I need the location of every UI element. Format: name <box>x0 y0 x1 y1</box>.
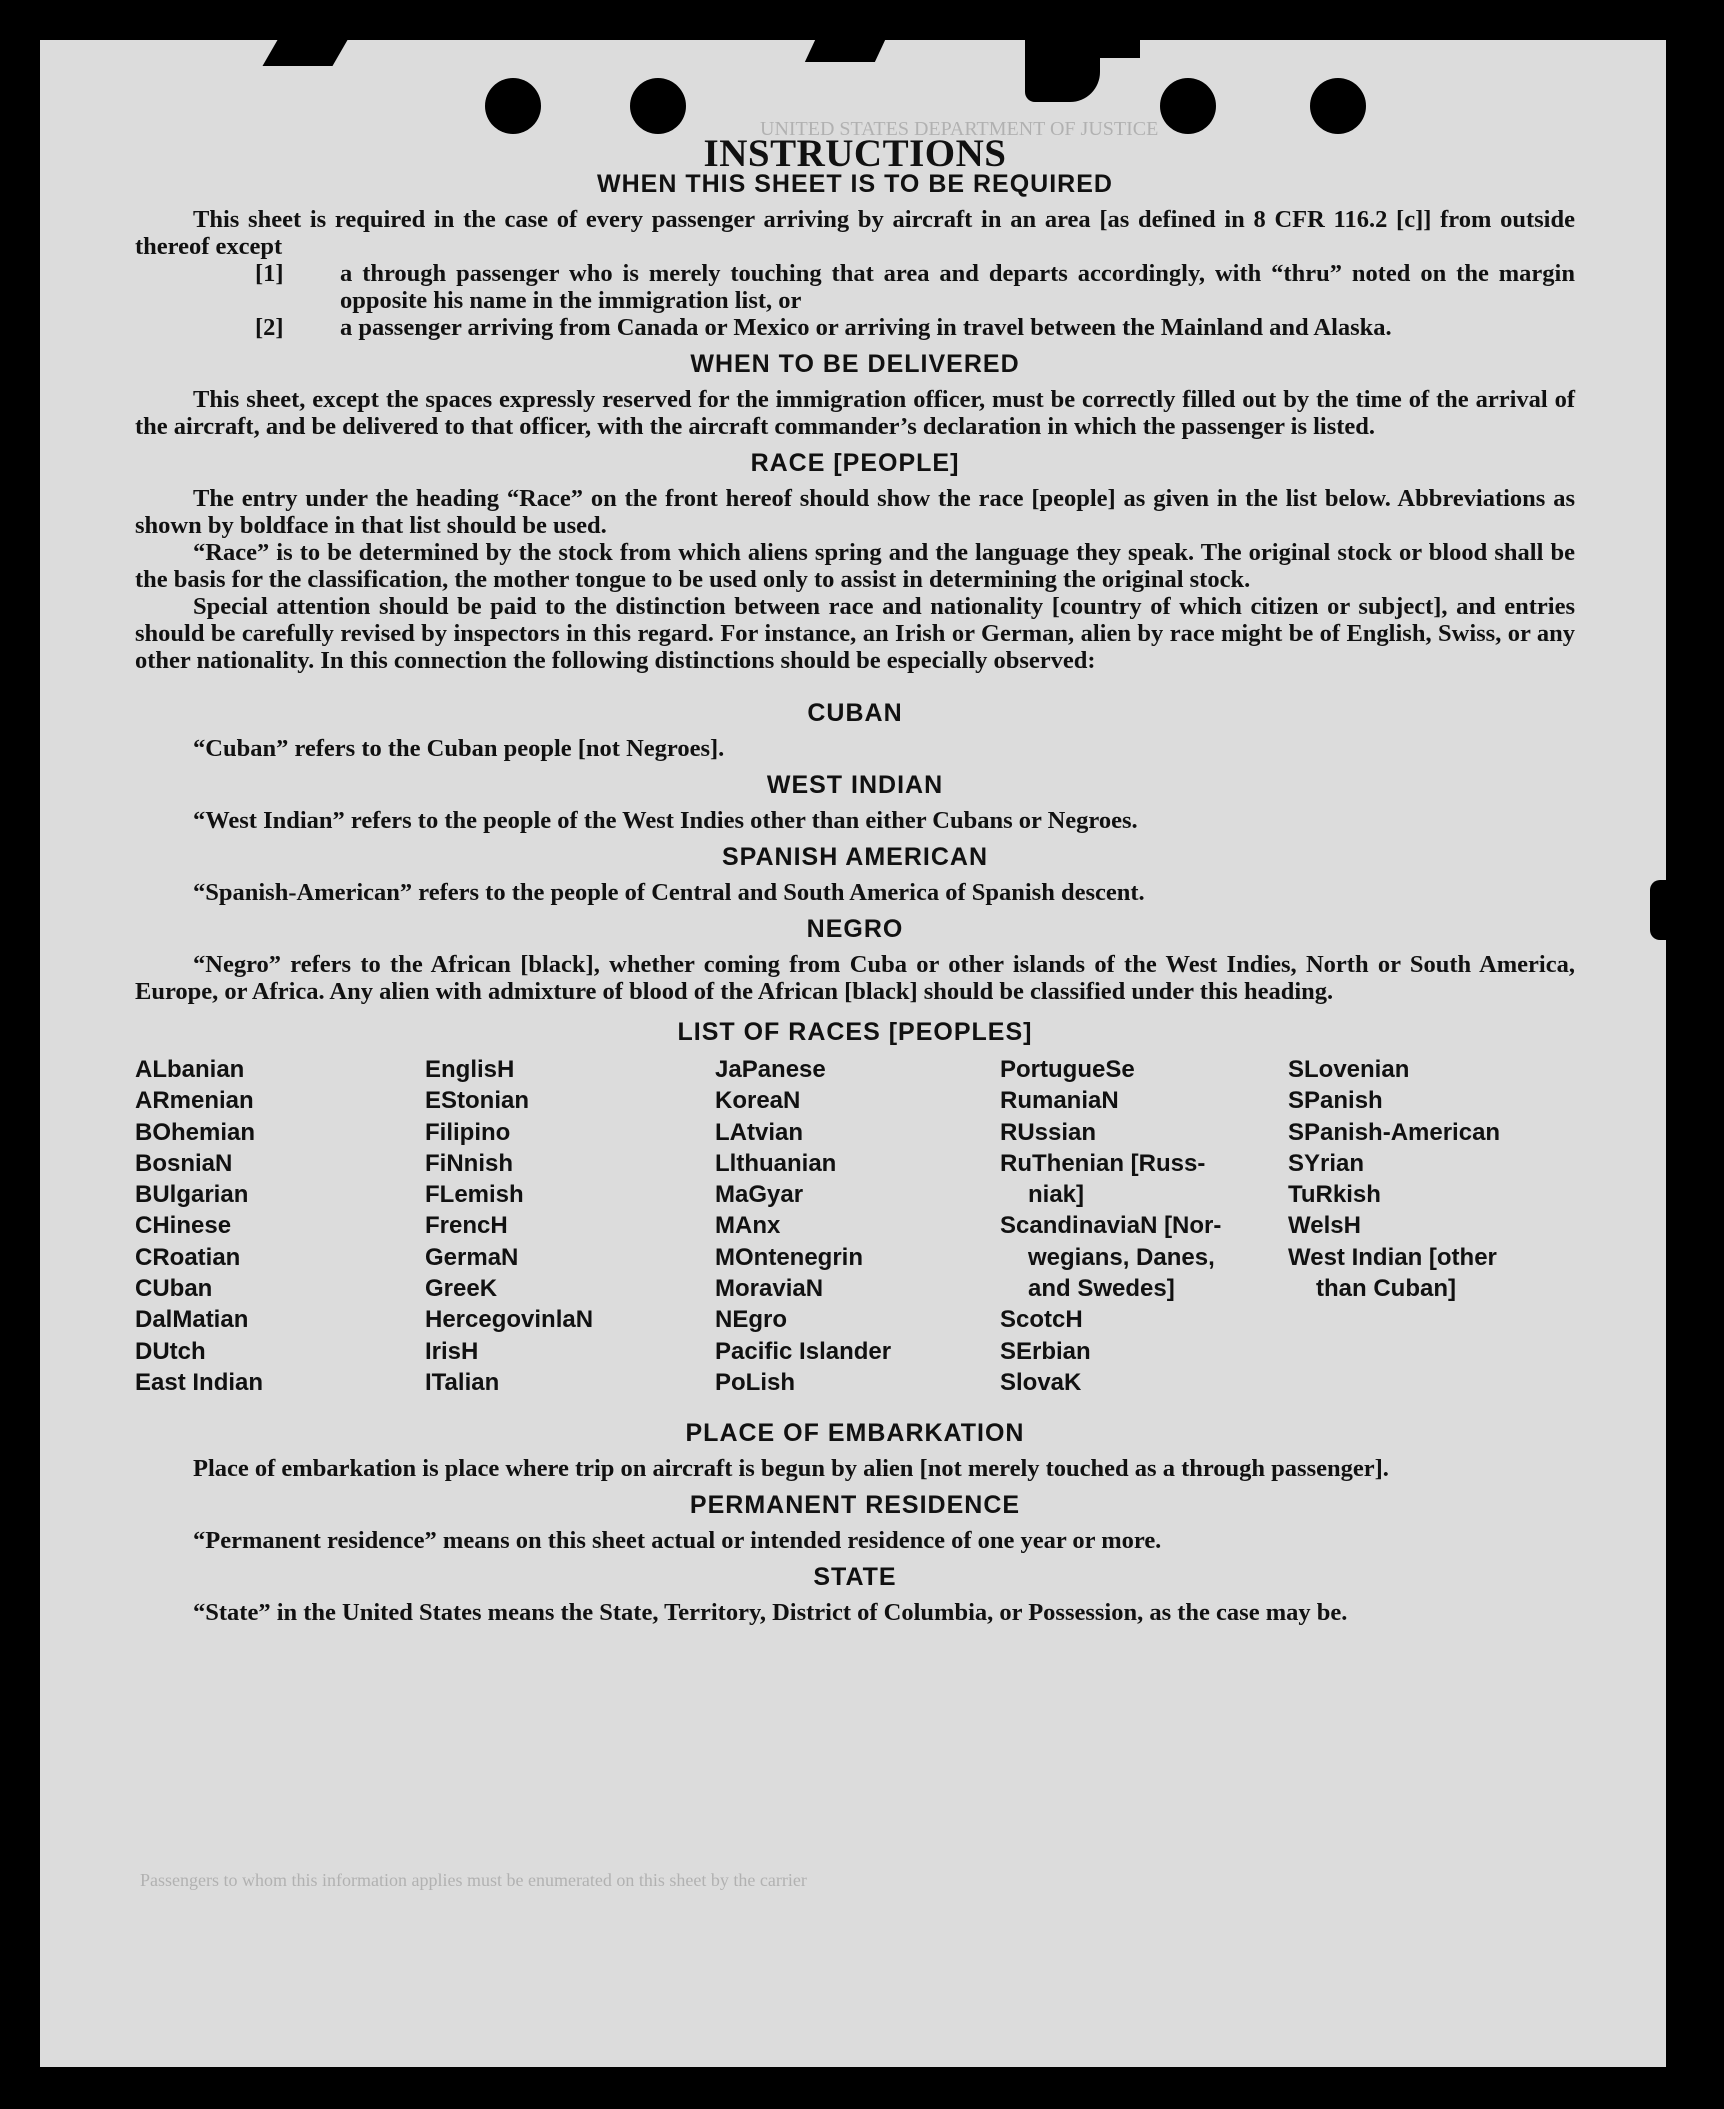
race-item: GermaN <box>425 1243 519 1271</box>
race-item: JaPanese <box>715 1056 826 1083</box>
list-item <box>135 314 1575 341</box>
race-item: TuRkish <box>1288 1181 1381 1209</box>
race-column <box>1288 1054 1578 1398</box>
race-item: SlovaK <box>1000 1368 1082 1396</box>
race-item: MOntenegrin <box>715 1243 863 1271</box>
item-text: a through passenger who is merely touching that area and departs accordingly, with “thru” noted on the margin opposite his name in the immigration list, or <box>340 260 1575 314</box>
page-title: INSTRUCTIONS <box>703 132 1007 175</box>
punch-hole <box>485 78 541 134</box>
section-heading: PERMANENT RESIDENCE <box>689 1491 1021 1520</box>
section-heading: NEGRO <box>806 915 904 943</box>
race-list <box>135 1054 1575 1398</box>
punch-hole <box>630 78 686 134</box>
race-item: niak] <box>1028 1181 1085 1209</box>
race-item: RUssian <box>1000 1118 1097 1146</box>
race-item: CRoatian <box>135 1243 241 1271</box>
paragraph: This sheet is required in the case of every passenger arriving by aircraft in an area [as defined in 8 CFR 116.2 [c]] from outside thereof except <box>135 206 1575 260</box>
paragraph: “Negro” refers to the African [black], whether coming from Cuba or other islands of the West Indies, North or South America, Europe, or Africa. Any alien with admixture of blood of the African [black] should be classified under this heading. <box>135 951 1575 1005</box>
instructions-body <box>135 132 1575 1627</box>
section-heading: PLACE OF EMBARKATION <box>685 1419 1025 1448</box>
race-column <box>1000 1054 1288 1398</box>
race-item: ScotcH <box>1000 1306 1083 1334</box>
torn-edge <box>262 40 347 66</box>
race-item: WelsH <box>1288 1212 1361 1240</box>
section-heading: STATE <box>813 1563 897 1592</box>
race-item: SPanish-American <box>1288 1118 1501 1146</box>
section-heading: WHEN TO BE DELIVERED <box>690 350 1020 378</box>
race-item: RumaniaN <box>1000 1087 1119 1115</box>
race-item: DalMatian <box>135 1306 249 1334</box>
race-item: LAtvian <box>715 1118 804 1146</box>
race-item: BOhemian <box>135 1118 256 1146</box>
race-item: wegians, Danes, <box>1028 1243 1215 1271</box>
race-item: RuThenian [Russ- <box>1000 1149 1206 1177</box>
race-item: FLemish <box>425 1181 524 1209</box>
race-item: KoreaN <box>715 1087 801 1115</box>
race-item: BUlgarian <box>135 1181 249 1209</box>
race-item: Filipino <box>425 1118 511 1146</box>
paragraph: “Cuban” refers to the Cuban people [not Negroes]. <box>193 735 725 762</box>
race-item: MAnx <box>715 1212 781 1240</box>
race-item: Pacific Islander <box>715 1337 892 1365</box>
torn-edge <box>1650 880 1666 940</box>
race-item: and Swedes] <box>1028 1275 1175 1303</box>
list-item <box>135 260 1575 314</box>
paragraph: This sheet, except the spaces expressly reserved for the immigration officer, must be correctly filled out by the time of the arrival of the aircraft, and be delivered to that officer, with the aircraft commander’s declaration in which the passenger is listed. <box>135 386 1575 440</box>
race-item: ITalian <box>425 1368 500 1396</box>
section-heading: WHEN THIS SHEET IS TO BE REQUIRED <box>597 170 1113 198</box>
punch-hole <box>1160 78 1216 134</box>
race-item: SYrian <box>1288 1149 1365 1177</box>
document-page <box>40 40 1666 2067</box>
race-column <box>715 1054 1000 1398</box>
race-item: MaGyar <box>715 1181 804 1209</box>
paragraph: “Spanish-American” refers to the people of Central and South America of Spanish descent. <box>193 879 1145 906</box>
race-item: East Indian <box>135 1368 264 1396</box>
race-item: FrencH <box>425 1212 508 1240</box>
race-item: SLovenian <box>1288 1056 1410 1083</box>
item-number: [1] <box>255 260 284 287</box>
race-item: CHinese <box>135 1212 232 1240</box>
paragraph: Place of embarkation is place where trip on aircraft is begun by alien [not merely touched as a through passenger]. <box>193 1455 1389 1483</box>
race-column <box>425 1054 715 1398</box>
race-item: ScandinaviaN [Nor- <box>1000 1212 1222 1240</box>
section-heading: WEST INDIAN <box>766 771 944 799</box>
punch-hole <box>1310 78 1366 134</box>
race-item: Llthuanian <box>715 1149 837 1177</box>
race-item: CUban <box>135 1275 213 1303</box>
item-number: [2] <box>255 314 284 341</box>
race-item: PoLish <box>715 1368 796 1396</box>
race-item: GreeK <box>425 1275 498 1303</box>
race-item: DUtch <box>135 1337 206 1365</box>
torn-edge <box>805 40 885 62</box>
paragraph: “Race” is to be determined by the stock from which aliens spring and the language they speak. The original stock or blood shall be the basis for the classification, the mother tongue to be used only to assist in determining the original stock. <box>135 539 1575 593</box>
race-item: EnglisH <box>425 1056 515 1083</box>
race-column <box>135 1054 425 1398</box>
item-text: a passenger arriving from Canada or Mexico or arriving in travel between the Mainland and Alaska. <box>340 314 1392 341</box>
section-heading: SPANISH AMERICAN <box>721 843 988 871</box>
race-item: SErbian <box>1000 1337 1091 1365</box>
race-item: FiNnish <box>425 1149 513 1177</box>
section-heading: CUBAN <box>807 699 903 727</box>
race-item: MoraviaN <box>715 1275 824 1303</box>
race-item: than Cuban] <box>1316 1275 1456 1303</box>
bleed-through: Passengers to whom this information applies must be enumerated on this sheet by the carrier <box>140 1870 807 1890</box>
race-item: ALbanian <box>135 1056 245 1083</box>
race-item: SPanish <box>1288 1087 1383 1115</box>
section-heading: RACE [PEOPLE] <box>750 449 960 477</box>
race-item: BosniaN <box>135 1149 233 1177</box>
race-item: HercegovinlaN <box>425 1306 594 1334</box>
race-item: IrisH <box>425 1337 479 1365</box>
paragraph: “West Indian” refers to the people of the West Indies other than either Cubans or Negroes. <box>193 807 1138 834</box>
race-item: West Indian [other <box>1288 1243 1497 1271</box>
section-heading: LIST OF RACES [PEOPLES] <box>677 1018 1033 1046</box>
bleed-through: UNITED STATES DEPARTMENT OF JUSTICE <box>760 118 1159 140</box>
torn-edge <box>1100 40 1140 58</box>
paragraph: The entry under the heading “Race” on the front hereof should show the race [people] as given in the list below. Abbreviations as shown by boldface in that list should be used. <box>135 485 1575 539</box>
race-item: ARmenian <box>135 1087 254 1115</box>
paragraph: “State” in the United States means the State, Territory, District of Columbia, or Possession, as the case may be. <box>193 1599 1348 1627</box>
paragraph: Special attention should be paid to the distinction between race and nationality [country of which citizen or subject], and entries should be carefully revised by inspectors in this regard. For instance, an Irish or German, alien by race might be of English, Swiss, or any other nationality. In this connection the following distinctions should be especially observed: <box>135 593 1575 674</box>
race-item: EStonian <box>425 1087 530 1115</box>
race-item: PortugueSe <box>1000 1056 1135 1083</box>
torn-edge <box>1025 40 1100 102</box>
race-item: NEgro <box>715 1306 787 1334</box>
paragraph: “Permanent residence” means on this sheet actual or intended residence of one year or more. <box>193 1527 1162 1555</box>
